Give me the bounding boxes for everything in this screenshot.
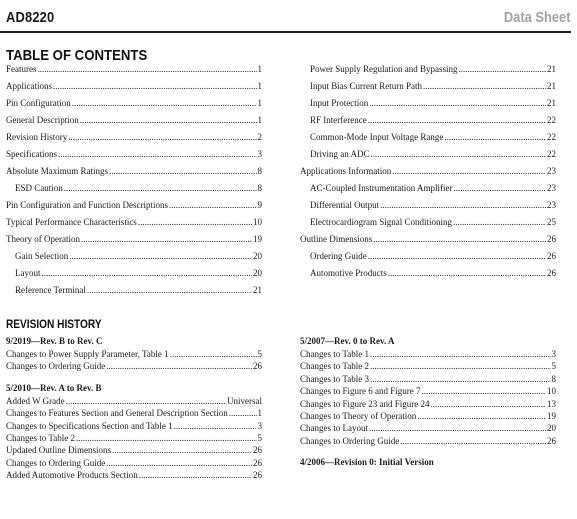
page-number: 21 <box>547 98 556 108</box>
entry-label: Revision History <box>6 132 68 142</box>
revision-gap <box>300 448 556 457</box>
revision-change-item[interactable] <box>300 423 556 435</box>
revision-heading: 4/2006—Revision 0: Initial Version <box>300 457 434 468</box>
revision-change-item[interactable] <box>6 458 262 470</box>
dot-leader <box>453 217 546 227</box>
revision-change-item[interactable] <box>6 361 262 373</box>
entry-label: Pin Configuration and Function Descriptions <box>6 200 168 210</box>
entry-label: Changes to Theory of Operation <box>300 410 417 421</box>
entry-label: Changes to Table 2 <box>300 361 369 372</box>
toc-entry[interactable] <box>6 132 262 149</box>
entry-label: Input Bias Current Return Path <box>310 81 422 91</box>
entry-label: Changes to Specifications Section and Table 1 <box>6 420 173 431</box>
page-number: 22 <box>547 149 556 159</box>
entry-label: Features <box>6 64 37 74</box>
page-number: 8 <box>551 373 556 384</box>
dot-leader <box>392 166 546 176</box>
entry-label: Electrocardiogram Signal Conditioning <box>310 217 452 227</box>
entry-label: Changes to Power Supply Parameter, Table 1 <box>6 349 169 359</box>
entry-label: Absolute Maximum Ratings <box>6 166 108 176</box>
page-number: 10 <box>547 386 556 397</box>
toc-entry[interactable] <box>6 64 262 81</box>
dot-leader <box>109 166 257 176</box>
revision-heading: 5/2010—Rev. A to Rev. B <box>6 382 102 393</box>
page-number: 20 <box>253 251 262 261</box>
toc-entry[interactable] <box>300 98 556 115</box>
toc-entry[interactable] <box>6 166 262 183</box>
revision-change-item[interactable] <box>300 386 556 398</box>
toc-entry[interactable] <box>6 285 262 302</box>
revision-history-title: REVISION HISTORY <box>6 319 102 331</box>
dot-leader <box>68 132 256 142</box>
toc-entry[interactable] <box>300 81 556 98</box>
page-number: 26 <box>547 268 556 278</box>
entry-label: Differential Output <box>310 200 380 210</box>
page-number: 5 <box>551 361 556 372</box>
entry-label: Automotive Products <box>310 268 387 278</box>
page-number: 5 <box>257 432 262 443</box>
dot-leader <box>106 361 252 371</box>
dot-leader <box>431 399 547 409</box>
toc-entry[interactable] <box>300 64 556 81</box>
toc-left-column <box>6 64 262 302</box>
dot-leader <box>373 234 546 244</box>
dot-leader <box>72 98 257 108</box>
dot-leader <box>139 470 252 480</box>
page-header <box>6 8 571 30</box>
dot-leader <box>423 81 546 91</box>
dot-leader <box>459 64 547 74</box>
entry-label: Changes to Ordering Guide <box>300 435 400 446</box>
entry-label: Power Supply Regulation and Bypassing <box>310 64 458 74</box>
entry-label: General Description <box>6 115 79 125</box>
dot-leader <box>422 386 547 396</box>
page-number: 21 <box>547 64 556 74</box>
toc-entry[interactable] <box>300 217 556 234</box>
entry-label: AC-Coupled Instrumentation Amplifier <box>310 183 453 193</box>
toc-entry[interactable] <box>6 217 262 234</box>
page-number: 23 <box>547 183 556 193</box>
dot-leader <box>417 411 546 421</box>
entry-label: Added Automotive Products Section <box>6 470 138 481</box>
revision-change-item[interactable] <box>6 433 262 445</box>
page-number: 10 <box>253 217 262 227</box>
dot-leader <box>106 458 252 468</box>
part-number: AD8220 <box>6 9 55 26</box>
page-number: 23 <box>547 200 556 210</box>
page-number: 9 <box>257 200 262 210</box>
revision-history-right-column <box>300 336 556 470</box>
revision-change-item[interactable] <box>300 411 556 423</box>
sheet-type-label: Data Sheet <box>504 9 571 26</box>
page-number: 26 <box>547 234 556 244</box>
dot-leader <box>369 98 546 108</box>
revision-change-item[interactable] <box>6 470 262 482</box>
dot-leader <box>42 268 253 278</box>
entry-label: RF Interference <box>310 115 367 125</box>
entry-label: Layout <box>15 268 41 278</box>
entry-label: Typical Performance Characteristics <box>6 217 137 227</box>
dot-leader <box>369 423 546 433</box>
dot-leader <box>112 445 252 455</box>
toc-entry[interactable] <box>300 268 556 285</box>
entry-label: ESD Caution <box>15 183 63 193</box>
toc-entry[interactable] <box>300 132 556 149</box>
toc-entry[interactable] <box>6 268 262 285</box>
entry-label: Changes to Table 1 <box>300 349 369 359</box>
dot-leader <box>66 396 226 406</box>
dot-leader <box>80 115 257 125</box>
toc-entry[interactable] <box>300 149 556 166</box>
dot-leader <box>174 421 257 431</box>
entry-label: Specifications <box>6 149 57 159</box>
page-number: 8 <box>257 166 262 176</box>
page-number: 26 <box>547 251 556 261</box>
entry-label: Applications <box>6 81 52 91</box>
page-number: 1 <box>257 81 262 91</box>
revision-change-item[interactable] <box>300 361 556 373</box>
dot-leader <box>69 251 252 261</box>
revision-change-item[interactable] <box>300 436 556 448</box>
entry-label: Changes to Ordering Guide <box>6 457 106 468</box>
toc-entry[interactable] <box>300 183 556 200</box>
toc-entry[interactable] <box>6 200 262 217</box>
entry-label: Driving an ADC <box>310 149 370 159</box>
page-number: 22 <box>547 132 556 142</box>
entry-label: Common-Mode Input Voltage Range <box>310 132 444 142</box>
page-number: 2 <box>257 132 262 142</box>
dot-leader <box>76 433 257 443</box>
toc-entry[interactable] <box>300 200 556 217</box>
revision-change-item[interactable] <box>6 445 262 457</box>
page-number: 19 <box>547 410 556 421</box>
toc-entry[interactable] <box>300 166 556 183</box>
dot-leader <box>229 408 257 418</box>
dot-leader <box>53 81 257 91</box>
dot-leader <box>58 149 257 159</box>
toc-entry[interactable] <box>300 251 556 268</box>
entry-label: Outline Dimensions <box>300 234 373 244</box>
entry-label: Changes to Figure 6 and Figure 7 <box>300 386 421 397</box>
page-number: 13 <box>547 398 556 409</box>
page-number: 21 <box>547 81 556 91</box>
dot-leader <box>170 349 257 359</box>
page-number: 20 <box>253 268 262 278</box>
page-number: 26 <box>253 445 262 456</box>
toc-entry[interactable] <box>6 183 262 200</box>
revision-heading: 9/2019—Rev. B to Rev. C <box>6 336 103 346</box>
toc-entry[interactable] <box>6 234 262 251</box>
page-number: 1 <box>257 115 262 125</box>
revision-history-left-column <box>6 336 262 483</box>
entry-label: Changes to Ordering Guide <box>6 361 106 372</box>
revision-change-item[interactable] <box>300 374 556 386</box>
dot-leader <box>370 374 551 384</box>
page-number: Universal <box>227 395 262 406</box>
page-number: 20 <box>547 423 556 434</box>
page-number: 3 <box>257 149 262 159</box>
toc-entry[interactable] <box>6 149 262 166</box>
toc-entry[interactable] <box>6 115 262 132</box>
entry-label: Gain Selection <box>15 251 69 261</box>
page-number: 23 <box>547 166 556 176</box>
dot-leader <box>138 217 252 227</box>
revision-heading: 5/2007—Rev. 0 to Rev. A <box>300 336 395 346</box>
entry-label: Input Protection <box>310 98 369 108</box>
dot-leader <box>370 361 551 371</box>
dot-leader <box>81 234 252 244</box>
page-number: 1 <box>257 64 262 74</box>
revision-change-item[interactable] <box>6 421 262 433</box>
entry-label: Added W Grade <box>6 395 65 406</box>
dot-leader <box>169 200 257 210</box>
header-rule <box>0 31 571 33</box>
page-number: 25 <box>547 217 556 227</box>
dot-leader <box>368 115 546 125</box>
dot-leader <box>371 149 547 159</box>
page-number: 26 <box>253 457 262 468</box>
dot-leader <box>388 268 546 278</box>
page-number: 21 <box>253 285 262 295</box>
revision-gap <box>6 374 262 383</box>
page-number: 8 <box>257 183 262 193</box>
toc-title: TABLE OF CONTENTS <box>6 47 148 64</box>
entry-label: Changes to Figure 23 and Figure 24 <box>300 398 430 409</box>
page-number: 3 <box>551 349 556 359</box>
entry-label: Theory of Operation <box>6 234 80 244</box>
page-number: 26 <box>253 361 262 372</box>
entry-label: Changes to Table 3 <box>300 373 369 384</box>
revision-change-item[interactable] <box>6 408 262 420</box>
page-number: 26 <box>253 470 262 481</box>
toc-entry[interactable] <box>6 98 262 115</box>
revision-change-item[interactable] <box>300 399 556 411</box>
dot-leader <box>444 132 546 142</box>
entry-label: Ordering Guide <box>310 251 367 261</box>
page-number: 19 <box>253 234 262 244</box>
revision-change-item[interactable] <box>6 349 262 361</box>
toc-entry[interactable] <box>6 251 262 268</box>
entry-label: Updated Outline Dimensions <box>6 445 111 456</box>
entry-label: Applications Information <box>300 166 392 176</box>
dot-leader <box>400 436 546 446</box>
entry-label: Changes to Table 2 <box>6 432 75 443</box>
dot-leader <box>453 183 546 193</box>
page-number: 1 <box>257 408 262 419</box>
entry-label: Changes to Layout <box>300 423 368 434</box>
entry-label: Changes to Features Section and General Description Section <box>6 408 228 419</box>
revision-change-item[interactable] <box>6 396 262 408</box>
dot-leader <box>87 285 252 295</box>
page-number: 1 <box>257 98 262 108</box>
dot-leader <box>368 251 546 261</box>
dot-leader <box>380 200 546 210</box>
page-number: 5 <box>257 349 262 359</box>
revision-change-item[interactable] <box>300 349 556 361</box>
entry-label: Reference Terminal <box>15 285 86 295</box>
toc-right-column <box>300 64 556 285</box>
toc-entry[interactable] <box>300 234 556 251</box>
entry-label: Pin Configuration <box>6 98 71 108</box>
page-number: 26 <box>547 435 556 446</box>
dot-leader <box>38 64 257 74</box>
dot-leader <box>64 183 257 193</box>
page-number: 3 <box>257 420 262 431</box>
page-number: 22 <box>547 115 556 125</box>
toc-entry[interactable] <box>300 115 556 132</box>
toc-entry[interactable] <box>6 81 262 98</box>
dot-leader <box>370 349 551 359</box>
